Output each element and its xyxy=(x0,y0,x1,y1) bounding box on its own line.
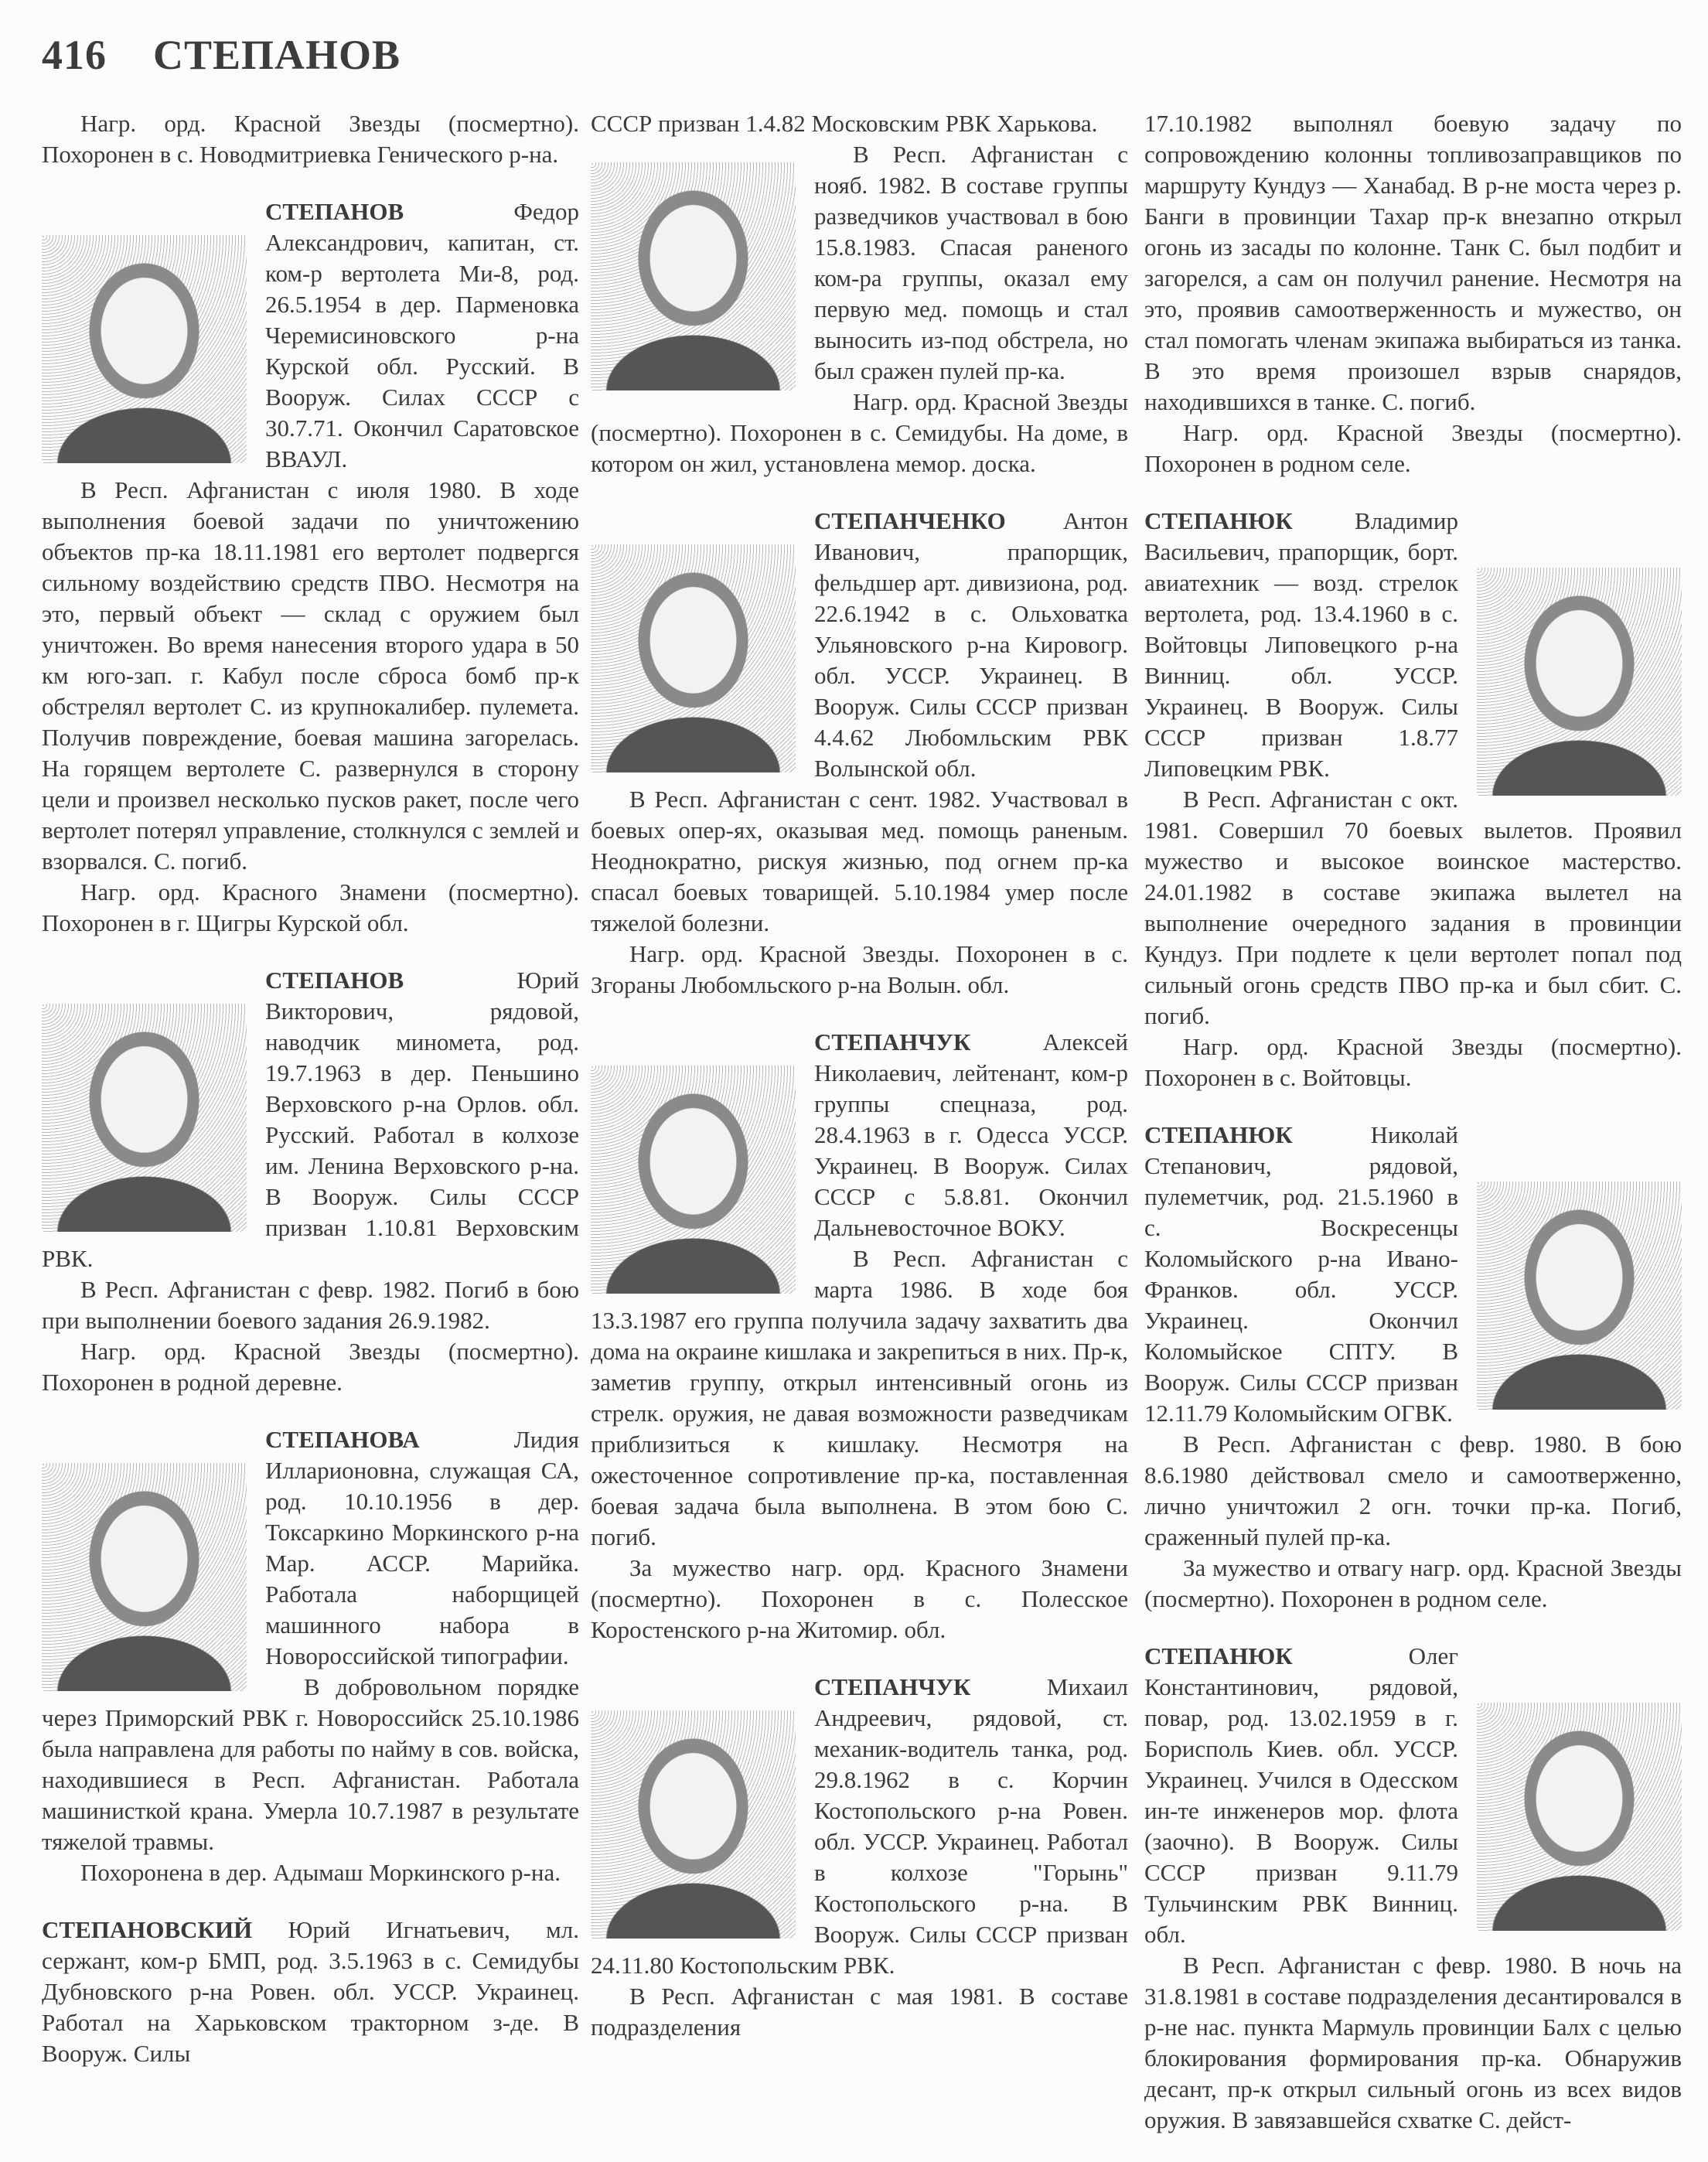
portrait-photo xyxy=(591,544,796,772)
entry-service: В Респ. Афганистан с сент. 1982. Участвовал в боевых опер-ях, оказывая мед. помощь раненым. Неоднократно, рискуя жизнью, под огнем пр-ка спасал боевых товарищей. 5.10.1984 умер после тяжелой болезни. xyxy=(591,786,1128,936)
continued-award: Нагр. орд. Красной Звезды (посмертно). Похоронен в с. Семидубы. На доме, в котором он жил, установлена мемор. доска. xyxy=(591,388,1128,477)
entry-intro: Владимир Васильевич, прапорщик, борт. авиатехник — возд. стрелок вертолета, род. 13.4.1960 в с. Войтовцы Липовецкого р-на Винниц. обл. УССР. Украинец. В Вооруж. Силы СССР призван 1.8.77 Липовецким РВК. xyxy=(1144,507,1458,782)
continued-service: В Респ. Афганистан с нояб. 1982. В составе группы разведчиков участвовал в бою 15.8.1983. Спасая раненого ком-ра группы, оказал ему первую мед. помощь и стал выносить из-под обстрела, но был сражен пулей пр-ка. xyxy=(814,141,1128,384)
entry-stepanyuk-vladimir xyxy=(1144,506,1682,1093)
portrait-photo xyxy=(1477,1182,1682,1410)
entry-stepanyuk-nikolay xyxy=(1144,1120,1682,1615)
continued-text: СССР призван 1.4.82 Московским РВК Харькова. xyxy=(591,110,1098,137)
entry-stepanovskiy xyxy=(42,1915,579,2069)
column-3 xyxy=(1144,108,1682,2162)
entry-stepanov-yuriy xyxy=(42,965,579,1398)
entry-surname: СТЕПАНОВА xyxy=(265,1426,420,1453)
entry-stepanova-lidiya xyxy=(42,1424,579,1888)
entry-surname: СТЕПАНОВ xyxy=(265,198,404,225)
entry-intro: Юрий Игнатьевич, мл. сержант, ком-р БМП, род. 3.5.1963 в с. Семидубы Дубновского р-на Ровен. обл. УССР. Украинец. Работал на Харьковском тракторном з-де. В Вооруж. Силы xyxy=(42,1916,580,2067)
portrait-photo xyxy=(1477,1703,1682,1931)
entry-award: Нагр. орд. Красной Звезды (посмертно). Похоронен в родной деревне. xyxy=(42,1338,579,1396)
entry-surname: СТЕПАНЮК xyxy=(1144,507,1293,534)
column-2 xyxy=(591,108,1128,2069)
entry-surname: СТЕПАНЮК xyxy=(1144,1642,1293,1669)
entry-surname: СТЕПАНОВ xyxy=(265,967,404,994)
entry-intro: Лидия Илларионовна, служащая СА, род. 10.10.1956 в дер. Токсаркино Моркинского р-на Мар. АССР. Марийка. Работала наборщицей машинного набора в Новороссийской типографии. xyxy=(265,1426,579,1669)
portrait-photo xyxy=(591,162,796,390)
page-header xyxy=(42,31,401,79)
portrait-photo xyxy=(42,1463,247,1691)
continued-text: Нагр. орд. Красной Звезды (посмертно). Похоронен в с. Новодмитриевка Генического р-на. xyxy=(42,110,579,168)
entry-intro: Олег Константинович, рядовой, повар, род. 13.02.1959 в г. Борисполь Киев. обл. УССР. Украинец. Учился в Одесском ин-те инженеров мор. флота (заочно). В Вооруж. Силы СССР призван 9.11.79 Тульчинским РВК Винниц. обл. xyxy=(1144,1642,1458,1948)
entry-award: За мужество нагр. орд. Красного Знамени (посмертно). Похоронен в с. Полесское Коростенского р-на Житомир. обл. xyxy=(591,1554,1128,1643)
entry-service: В Респ. Афганистан с марта 1986. В ходе боя 13.3.1987 его группа получила задачу захватить два дома на окраине кишлака и закрепиться в них. Пр-к, заметив группу, открыл интенсивный огонь из стрелк. оружия, не давая возможности разведчикам приблизиться к кишлаку. Несмотря на ожесточенное сопротивление пр-ка, поставленная боевая задача была выполнена. В этом бою С. погиб. xyxy=(591,1245,1128,1550)
entry-award: Нагр. орд. Красной Звезды. Похоронен в с. Згораны Любомльского р-на Волын. обл. xyxy=(591,940,1128,998)
entry-surname: СТЕПАНЮК xyxy=(1144,1121,1293,1148)
continued-award: Нагр. орд. Красной Звезды (посмертно). Похоронен в родном селе. xyxy=(1144,419,1682,477)
entry-service: В добровольном порядке через Приморский РВК г. Новороссийск 25.10.1986 была направлена для работы по найму в сов. войска, находившиеся в Респ. Афганистан. Работала машинисткой крана. Умерла 10.7.1987 в результате тяжелой травмы. xyxy=(42,1673,579,1855)
entry-surname: СТЕПАНЧУК xyxy=(814,1673,971,1700)
entry-intro: Юрий Викторович, рядовой, наводчик миномета, род. 19.7.1963 в дер. Пеньшино Верховского р-на Орлов. обл. Русский. Работал в колхозе им. Ленина Верховского р-на. В Вооруж. Силы СССР призван 1.10.81 Верховским РВК. xyxy=(42,967,579,1272)
entry-stepanyuk-oleg xyxy=(1144,1641,1682,2136)
entry-intro: Николай Степанович, рядовой, пулеметчик, род. 21.5.1960 в с. Воскресенцы Коломыйского р-на Ивано-Франков. обл. УССР. Украинец. Окончил Коломыйское СПТУ. В Вооруж. Силы СССР призван 12.11.79 Коломыйским ОГВК. xyxy=(1144,1121,1458,1427)
entry-intro: Федор Александрович, капитан, ст. ком-р вертолета Ми-8, род. 26.5.1954 в дер. Парменовка Черемисиновского р-на Курской обл. Русский. В Вооруж. Силах СССР с 30.7.71. Окончил Саратовское ВВАУЛ. xyxy=(265,198,579,472)
entry-service: В Респ. Афганистан с февр. 1980. В ночь на 31.8.1981 в составе подразделения десантировался в р-не нас. пункта Мармуль провинции Балх с целью блокирования формирования пр-ка. Обнаружив десант, пр-к открыл сильный огонь из всех видов оружия. В завязавшейся схватке С. дейст- xyxy=(1144,1952,1682,2133)
entry-intro: Михаил Андреевич, рядовой, ст. механик-водитель танка, род. 29.8.1962 в с. Корчин Костопольского р-на Ровен. обл. УССР. Украинец. Работал в колхозе "Горынь" Костопольского р-на. В Вооруж. Силы СССР призван 24.11.80 Костопольским РВК. xyxy=(591,1673,1128,1979)
entry-stepanchuk-aleksey xyxy=(591,1027,1128,1645)
entry-intro: Антон Иванович, прапорщик, фельдшер арт. дивизиона, род. 22.6.1942 в с. Ольховатка Ульяновского р-на Кировогр. обл. УССР. Украинец. В Вооруж. Силы СССР призван 4.4.62 Любомльским РВК Волынской обл. xyxy=(814,507,1128,782)
entry-surname: СТЕПАНЧЕНКО xyxy=(814,507,1006,534)
running-title: СТЕПАНОВ xyxy=(153,32,401,78)
entry-service: В Респ. Афганистан с февр. 1982. Погиб в бою при выполнении боевого задания 26.9.1982. xyxy=(42,1276,579,1334)
entry-service: В Респ. Афганистан с окт. 1981. Совершил 70 боевых вылетов. Проявил мужество и высокое воинское мастерство. 24.01.1982 в составе экипажа вылетел на выполнение очередного задания в провинции Кундуз. При подлете к цели вертолет попал под сильный огонь средств ПВО пр-ка и был сбит. С. погиб. xyxy=(1144,786,1682,1029)
continued-text: 17.10.1982 выполнял боевую задачу по сопровождению колонны топливозаправщиков по маршруту Кундуз — Ханабад. В р-не моста через р. Банги в провинции Тахар пр-к внезапно открыл огонь из засады по колонне. Танк С. был подбит и загорелся, а сам он получил ранение. Несмотря на это, проявив самоотверженность и мужество, он стал помогать членам экипажа выбираться из танка. В это время произошел взрыв снарядов, находившихся в танке. С. погиб. xyxy=(1144,110,1682,415)
entry-award: Нагр. орд. Красного Знамени (посмертно). Похоронен в г. Щигры Курской обл. xyxy=(42,878,579,936)
column-1 xyxy=(42,108,579,2096)
entry-intro: Алексей Николаевич, лейтенант, ком-р группы спецназа, род. 28.4.1963 в г. Одесса УССР. Украинец. В Вооруж. Силах СССР с 5.8.81. Окончил Дальневосточное ВОКУ. xyxy=(814,1028,1128,1241)
entry-stepanchenko xyxy=(591,506,1128,1001)
entry-stepanchuk-mikhail xyxy=(591,1672,1128,2043)
entry-service: В Респ. Афганистан с мая 1981. В составе подразделения xyxy=(591,1983,1128,2041)
entry-surname: СТЕПАНЧУК xyxy=(814,1028,971,1055)
entry-service: В Респ. Афганистан с июля 1980. В ходе выполнения боевой задачи по уничтожению объектов пр-ка 18.11.1981 его вертолет подвергся сильному воздействию средств ПВО. Несмотря на это, первый объект — склад с оружием был уничтожен. Во время нанесения второго удара в 50 км юго-зап. г. Кабул после сброса бомб пр-к обстрелял вертолет С. из крупнокалибер. пулемета. Получив повреждение, боевая машина загорелась. На горящем вертолете С. развернулся в сторону цели и произвел несколько пусков ракет, после чего вертолет потерял управление, столкнулся с землей и взорвался. С. погиб. xyxy=(42,476,579,875)
portrait-photo xyxy=(591,1066,796,1294)
portrait-photo xyxy=(42,1004,247,1232)
page-number: 416 xyxy=(42,32,107,78)
portrait-photo xyxy=(1477,568,1682,796)
entry-award: Нагр. орд. Красной Звезды (посмертно). Похоронен в с. Войтовцы. xyxy=(1144,1033,1682,1091)
entry-stepanov-fedor xyxy=(42,196,579,939)
entry-surname: СТЕПАНОВСКИЙ xyxy=(42,1916,253,1943)
entry-award: За мужество и отвагу нагр. орд. Красной Звезды (посмертно). Похоронен в родном селе. xyxy=(1144,1554,1682,1612)
portrait-photo xyxy=(591,1710,796,1939)
portrait-photo xyxy=(42,235,247,463)
entry-service: В Респ. Афганистан с февр. 1980. В бою 8.6.1980 действовал смело и самоотверженно, лично уничтожил 2 огн. точки пр-ка. Погиб, сраженный пулей пр-ка. xyxy=(1144,1431,1682,1550)
entry-burial: Похоронена в дер. Адымаш Моркинского р-на. xyxy=(80,1859,561,1886)
